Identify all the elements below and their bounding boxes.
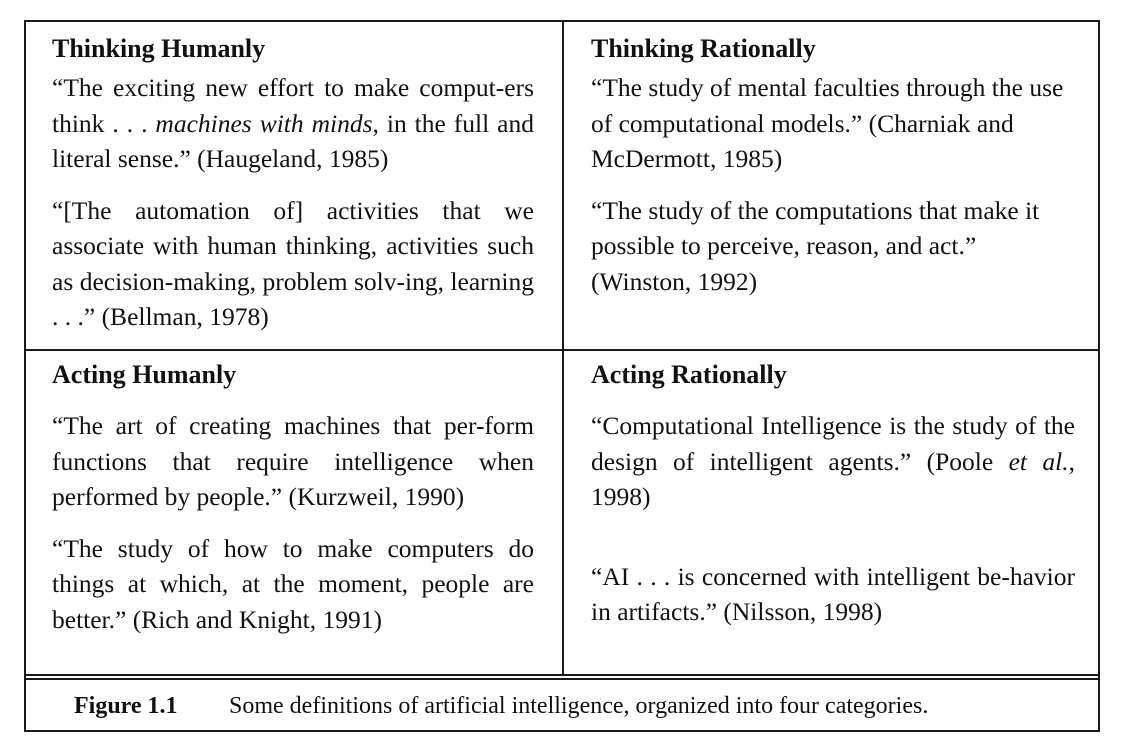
quote-text: “The exciting new effort to make comput-ers think . . . xyxy=(52,73,534,138)
cell-heading: Acting Rationally xyxy=(591,360,787,389)
definitions-table xyxy=(26,22,1098,678)
quote-kurzweil xyxy=(52,408,534,515)
cell-heading: Thinking Rationally xyxy=(591,34,816,63)
figure-label: Figure 1.1 xyxy=(74,693,178,719)
cell-thinking-humanly xyxy=(52,34,534,335)
cell-heading: Acting Humanly xyxy=(52,360,237,389)
quote-text: “AI . . . is concerned with intelligent be-havior in artifacts.” (Nilsson, 1998) xyxy=(591,561,1075,626)
quote-emphasis: machines with minds xyxy=(155,108,373,138)
quote-haugeland xyxy=(52,70,534,177)
cell-acting-humanly xyxy=(52,360,534,637)
quote-poole xyxy=(591,408,1075,515)
caption-rule-lower xyxy=(26,678,1098,680)
cell-thinking-rationally xyxy=(591,34,1075,299)
quote-charniak xyxy=(591,70,1075,177)
caption-rule-upper xyxy=(26,674,1098,676)
row-divider xyxy=(26,349,1098,351)
quote-text: “Computational Intelligence is the study of the design of intelligent agents.” (Poole xyxy=(591,411,1075,476)
quote-text: “The study of how to make computers do things at which, at the moment, people are better.” (Rich and Knight, 1991) xyxy=(52,533,534,634)
quote-text: , in the full and literal sense.” (Haugeland, 1985) xyxy=(52,108,534,173)
cell-heading: Thinking Humanly xyxy=(52,34,266,63)
quote-bellman xyxy=(52,193,534,335)
figure-frame xyxy=(24,20,1100,732)
caption-text: Some definitions of artificial intelligence, organized into four categories. xyxy=(229,693,929,719)
quote-text: “The study of the computations that make it possible to perceive, reason, and act.” (Winston, 1992) xyxy=(591,195,1040,296)
quote-text: “[The automation of] activities that we associate with human thinking, activities such as decision-making, problem solv-ing, learning . . .” (Bellman, 1978) xyxy=(52,195,534,331)
quote-text: “The study of mental faculties through the use of computational models.” (Charniak and McDermott, 1985) xyxy=(591,73,1064,173)
quote-emphasis: et al. xyxy=(1008,446,1069,476)
quote-rich-knight xyxy=(52,531,534,638)
quote-winston xyxy=(591,193,1075,300)
figure-caption xyxy=(26,690,1098,730)
cell-acting-rationally xyxy=(591,360,1075,630)
quote-nilsson xyxy=(591,559,1075,630)
quote-text: , 1998) xyxy=(591,446,1075,511)
quote-text: “The art of creating machines that per-form functions that require intelligence when performed by people.” (Kurzweil, 1990) xyxy=(52,411,534,511)
